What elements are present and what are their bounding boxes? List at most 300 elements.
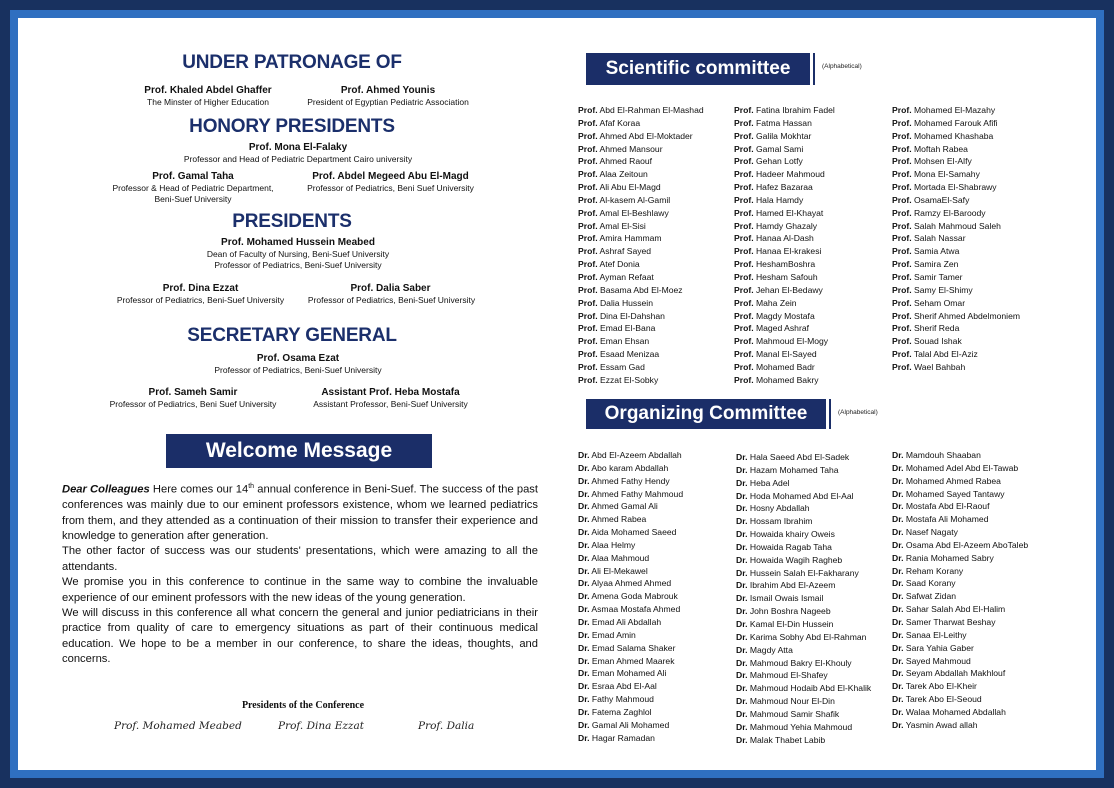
member-row (736, 541, 871, 554)
member-title: Dr. (892, 616, 904, 627)
member-name: Sahar Salah Abd El-Halim (905, 604, 1006, 615)
member-name: Dina El-Dahshan (599, 310, 665, 321)
member-name: Ibrahim Abd El-Azeem (749, 580, 836, 591)
member-name: Howaida Wagih Ragheb (749, 554, 843, 565)
organizing-col-2 (736, 451, 871, 746)
member-row (892, 565, 1028, 578)
member-title: Prof. (578, 323, 598, 334)
member-title: Dr. (578, 565, 590, 576)
president-desc-1: Professor of Pediatrics, Beni-Suef University (116, 295, 285, 305)
member-title: Dr. (736, 670, 748, 681)
member-name: Ahmed Mansour (599, 143, 663, 154)
member-title: Dr. (736, 490, 748, 501)
honory-desc-1a: Professor & Head of Pediatric Department, (112, 183, 274, 193)
member-row (892, 335, 1020, 348)
member-name: Walaa Mohamed Abdallah (905, 706, 1006, 717)
member-name: Eman Ehsan (599, 336, 650, 347)
member-title: Prof. (578, 156, 598, 167)
member-title: Dr. (736, 464, 748, 475)
member-row (578, 629, 683, 642)
member-row (736, 734, 871, 747)
member-title: Prof. (892, 336, 912, 347)
member-name: Jehan El-Bedawy (755, 284, 823, 295)
member-row (578, 590, 683, 603)
member-title: Prof. (578, 105, 598, 115)
member-title: Prof. (892, 284, 912, 295)
member-row (734, 181, 835, 194)
member-name: Dalia Hussein (599, 297, 653, 308)
member-title: Prof. (734, 336, 754, 347)
member-title: Prof. (892, 259, 912, 270)
member-row (578, 500, 683, 513)
signature-2: Prof. Dina Ezzat (278, 720, 364, 732)
member-row (736, 554, 871, 567)
member-name: Mohamed Ahmed Rabea (905, 475, 1001, 486)
member-row (892, 310, 1020, 323)
member-title: Prof. (734, 259, 754, 270)
member-title: Prof. (892, 323, 912, 334)
organizing-note: (Alphabetical) (838, 409, 878, 416)
member-name: Fatema Zaghlol (591, 706, 652, 717)
member-title: Dr. (892, 629, 904, 640)
member-name: Hala Hamdy (755, 194, 804, 205)
member-title: Prof. (578, 349, 598, 360)
member-row (578, 526, 683, 539)
member-name: Ali Abu El-Magd (599, 182, 661, 193)
member-name: Hazam Mohamed Taha (749, 464, 839, 475)
member-row (736, 605, 871, 618)
member-title: Prof. (892, 207, 912, 218)
member-name: Maha Zein (755, 297, 797, 308)
member-row (892, 719, 1028, 732)
member-row (736, 502, 871, 515)
member-name: Amal El-Beshlawy (599, 207, 669, 218)
member-name: Emad Salama Shaker (591, 642, 676, 653)
organizing-banner: Organizing Committee (586, 399, 826, 429)
member-name: Hala Saeed Abd El-Sadek (749, 452, 850, 462)
member-name: Ezzat El-Sobky (599, 374, 659, 385)
member-row (734, 220, 835, 233)
member-title: Dr. (736, 657, 748, 668)
member-name: Ahmed Fathy Hendy (591, 475, 670, 486)
member-title: Dr. (736, 580, 748, 591)
member-title: Prof. (734, 246, 754, 257)
member-title: Dr. (892, 488, 904, 499)
member-title: Prof. (734, 130, 754, 141)
member-row (736, 708, 871, 721)
member-name: Mortada El-Shabrawy (913, 182, 997, 193)
member-row (892, 500, 1028, 513)
member-title: Dr. (578, 694, 590, 705)
member-title: Prof. (578, 194, 598, 205)
member-name: Al-kasem Al-Gamil (599, 194, 671, 205)
member-row (578, 232, 704, 245)
member-row (892, 207, 1020, 220)
member-name: Mahmoud Bakry El-Khouly (749, 657, 852, 668)
member-row (734, 207, 835, 220)
member-title: Prof. (734, 374, 754, 385)
member-name: Eman Ahmed Maarek (591, 655, 675, 666)
patron-desc-1: The Minster of Higher Education (147, 97, 269, 107)
member-name: Afaf Koraa (599, 117, 641, 128)
member-name: Nasef Nagaty (905, 527, 958, 538)
member-name: Mohsen El-Alfy (913, 156, 972, 167)
member-title: Prof. (892, 169, 912, 180)
member-name: Saad Korany (905, 578, 956, 589)
member-title: Dr. (736, 503, 748, 514)
member-row (578, 719, 683, 732)
member-title: Dr. (578, 552, 590, 563)
member-row (736, 682, 871, 695)
member-row (892, 181, 1020, 194)
member-row (892, 348, 1020, 361)
member-name: Malak Thabet Labib (749, 734, 826, 745)
member-title: Dr. (578, 616, 590, 627)
member-row (734, 297, 835, 310)
member-name: Fatma Hassan (755, 117, 812, 128)
welcome-paragraph-4: We will discuss in this conference all what concern the general and junior pediatricians in their practice from quality of care to emergency situations as part of their continuous medical education. We hope to be a member in our conference, to share the ideas, thoughts, and concerns. (62, 606, 538, 666)
member-row (578, 655, 683, 668)
member-title: Dr. (736, 618, 748, 629)
member-name: Ashraf Sayed (599, 246, 652, 257)
member-title: Dr. (736, 452, 748, 462)
member-title: Prof. (578, 361, 598, 372)
member-row (578, 194, 704, 207)
member-name: Salah Mahmoud Saleh (913, 220, 1001, 231)
member-row (892, 271, 1020, 284)
member-title: Dr. (578, 488, 590, 499)
member-name: Mahmoud El-Shafey (749, 670, 828, 681)
member-row (578, 361, 704, 374)
member-title: Dr. (892, 642, 904, 653)
member-row (736, 490, 871, 503)
member-name: Safwat Zidan (905, 591, 957, 602)
member-name: Sherif Reda (913, 323, 960, 334)
member-row (892, 220, 1020, 233)
member-name: Hadeer Mahmoud (755, 169, 825, 180)
member-title: Prof. (578, 336, 598, 347)
member-title: Prof. (578, 297, 598, 308)
member-title: Dr. (578, 450, 590, 460)
member-name: Reham Korany (905, 565, 964, 576)
presidents-heading: PRESIDENTS (232, 211, 352, 232)
member-title: Dr. (736, 554, 748, 565)
scientific-col-2 (734, 104, 835, 387)
member-title: Dr. (736, 708, 748, 719)
member-name: Hafez Bazaraa (755, 182, 813, 193)
member-name: Emad Amin (591, 629, 636, 640)
member-title: Dr. (736, 567, 748, 578)
member-row (578, 732, 683, 745)
member-row (892, 488, 1028, 501)
member-title: Dr. (578, 475, 590, 486)
member-name: Mahmoud Nour El-Din (749, 696, 835, 707)
member-row (578, 693, 683, 706)
member-title: Prof. (578, 143, 598, 154)
member-title: Dr. (892, 681, 904, 692)
member-title: Prof. (578, 233, 598, 244)
member-title: Dr. (892, 668, 904, 679)
member-row (578, 374, 704, 387)
patron-desc-2: President of Egyptian Pediatric Association (307, 97, 469, 107)
honory-desc-1b: Beni-Suef University (154, 194, 232, 204)
member-row (578, 706, 683, 719)
member-name: Hussein Salah El-Fakharany (749, 567, 859, 578)
member-title: Dr. (892, 591, 904, 602)
member-title: Prof. (734, 271, 754, 282)
member-name: Magdy Atta (749, 644, 793, 655)
member-row (736, 464, 871, 477)
member-row (578, 220, 704, 233)
member-name: Samir Tamer (913, 271, 963, 282)
welcome-banner: Welcome Message (166, 434, 432, 468)
member-row (892, 194, 1020, 207)
member-title: Prof. (734, 310, 754, 321)
member-name: Manal El-Sayed (755, 349, 817, 360)
member-name: Samy El-Shimy (913, 284, 973, 295)
member-name: Alyaa Ahmed Ahmed (591, 578, 672, 589)
member-name: Asmaa Mostafa Ahmed (591, 604, 681, 615)
member-title: Prof. (734, 105, 754, 115)
member-name: Yasmin Awad allah (905, 719, 978, 730)
member-row (578, 297, 704, 310)
member-name: Ramzy El-Baroody (913, 207, 986, 218)
member-row (892, 603, 1028, 616)
member-name: Ahmed Gamal Ali (591, 501, 658, 512)
member-row (892, 526, 1028, 539)
member-title: Dr. (892, 719, 904, 730)
member-name: Essam Gad (599, 361, 645, 372)
member-name: Atef Donia (599, 259, 640, 270)
secretary-name-2: Assistant Prof. Heba Mostafa (321, 387, 460, 398)
secretary-main-name: Prof. Osama Ezat (256, 353, 340, 364)
member-title: Prof. (578, 271, 598, 282)
member-title: Prof. (734, 143, 754, 154)
member-title: Dr. (578, 732, 590, 743)
member-row (578, 117, 704, 130)
member-title: Prof. (578, 182, 598, 193)
member-name: Magdy Mostafa (755, 310, 815, 321)
member-name: Esraa Abd El-Aal (591, 681, 657, 692)
member-row (734, 322, 835, 335)
member-name: Ahmed Rabea (591, 514, 647, 525)
member-row (578, 616, 683, 629)
secretary-main-desc: Professor of Pediatrics, Beni-Suef University (214, 365, 382, 375)
member-title: Dr. (892, 462, 904, 473)
member-row (892, 104, 1020, 117)
member-title: Prof. (892, 349, 912, 360)
member-row (892, 629, 1028, 642)
member-row (578, 284, 704, 297)
member-row (892, 143, 1020, 156)
member-title: Dr. (578, 655, 590, 666)
member-title: Prof. (578, 117, 598, 128)
member-row (734, 168, 835, 181)
scientific-col-3 (892, 104, 1020, 374)
member-row (736, 657, 871, 670)
welcome-message (62, 479, 538, 668)
signature-3: Prof. Dalia (418, 720, 475, 732)
member-row (734, 258, 835, 271)
member-title: Prof. (578, 169, 598, 180)
member-name: Hanaa El-krakesi (755, 246, 822, 257)
member-title: Dr. (892, 450, 904, 460)
member-row (892, 616, 1028, 629)
welcome-p1-sup: th (248, 483, 255, 490)
president-desc-2: Professor of Pediatrics, Beni-Suef University (307, 295, 476, 305)
member-name: Seham Omar (913, 297, 966, 308)
member-name: Rania Mohamed Sabry (905, 552, 994, 563)
scientific-banner: Scientific committee (586, 53, 810, 85)
member-name: John Boshra Nageeb (749, 606, 831, 617)
member-title: Dr. (892, 552, 904, 563)
member-title: Prof. (578, 374, 598, 385)
member-title: Prof. (892, 220, 912, 231)
welcome-p1b: annual conference in Beni-Suef. The success of the past conferences was mainly due to our eminent professors existence, whom we learned pediatrics from them, and they attended as a continuation of their mission to transfer their experience and knowledge to generation after generation. (62, 483, 539, 542)
member-name: Wael Bahbah (913, 361, 966, 372)
member-name: Amal El-Sisi (599, 220, 646, 231)
member-title: Dr. (736, 644, 748, 655)
member-row (578, 462, 683, 475)
member-row (892, 475, 1028, 488)
member-name: Alaa Helmy (591, 539, 636, 550)
member-name: Karima Sobhy Abd El-Rahman (749, 631, 867, 642)
member-title: Dr. (736, 683, 748, 694)
member-row (734, 232, 835, 245)
member-name: Amira Hammam (599, 233, 662, 244)
member-row (578, 449, 683, 462)
member-name: Hoda Mohamed Abd El-Aal (749, 490, 854, 501)
member-row (578, 577, 683, 590)
member-name: Ahmed Raouf (599, 156, 653, 167)
member-row (736, 451, 871, 464)
organizing-col-3 (892, 449, 1028, 732)
member-title: Dr. (578, 681, 590, 692)
member-title: Prof. (578, 130, 598, 141)
member-title: Dr. (578, 629, 590, 640)
member-name: Sayed Mahmoud (905, 655, 971, 666)
member-title: Prof. (892, 297, 912, 308)
member-row (892, 297, 1020, 310)
member-name: Osama Abd El-Azeem AboTaleb (905, 539, 1029, 550)
member-title: Prof. (892, 271, 912, 282)
member-row (736, 528, 871, 541)
member-name: Gehan Lotfy (755, 156, 803, 167)
member-name: Mohamed Sayed Tantawy (905, 488, 1005, 499)
organizing-banner-bar (829, 399, 831, 429)
member-title: Prof. (892, 194, 912, 205)
member-row (578, 130, 704, 143)
member-row (892, 322, 1020, 335)
member-name: Gamal Ali Mohamed (591, 719, 670, 730)
member-row (736, 567, 871, 580)
member-row (578, 475, 683, 488)
organizing-col-1 (578, 449, 683, 744)
member-title: Prof. (734, 194, 754, 205)
member-name: Ahmed Abd El-Moktader (599, 130, 693, 141)
member-row (734, 335, 835, 348)
member-row (892, 117, 1020, 130)
member-row (578, 168, 704, 181)
member-row (736, 644, 871, 657)
member-name: Mahmoud El-Mogy (755, 336, 829, 347)
member-name: Alaa Mahmoud (591, 552, 650, 563)
member-name: Kamal El-Din Hussein (749, 618, 834, 629)
honory-name-2: Prof. Abdel Megeed Abu El-Magd (312, 171, 469, 182)
member-row (892, 680, 1028, 693)
member-title: Dr. (892, 694, 904, 705)
member-row (578, 565, 683, 578)
honory-name-1: Prof. Gamal Taha (152, 171, 234, 182)
member-name: Talal Abd El-Aziz (913, 349, 978, 360)
member-row (578, 271, 704, 284)
member-name: Mostafa Abd El-Raouf (905, 501, 990, 512)
member-title: Dr. (578, 578, 590, 589)
scientific-note: (Alphabetical) (822, 63, 862, 70)
scientific-col-1 (578, 104, 704, 387)
member-row (734, 374, 835, 387)
member-name: HeshamBoshra (755, 259, 816, 270)
member-row (892, 513, 1028, 526)
member-name: Esaad Menizaa (599, 349, 660, 360)
member-name: Heba Adel (749, 477, 790, 488)
member-row (736, 477, 871, 490)
member-row (578, 642, 683, 655)
member-name: Mohamed Bakry (755, 374, 819, 385)
member-row (736, 592, 871, 605)
member-name: OsamaEl-Safy (913, 194, 970, 205)
member-row (578, 207, 704, 220)
member-row (578, 539, 683, 552)
member-row (736, 579, 871, 592)
member-name: Mona El-Samahy (913, 169, 980, 180)
member-row (578, 552, 683, 565)
honory-main-name: Prof. Mona El-Falaky (248, 142, 348, 153)
member-row (892, 245, 1020, 258)
member-title: Prof. (734, 156, 754, 167)
member-title: Dr. (892, 475, 904, 486)
right-panel (566, 18, 1096, 770)
member-name: Mohamed Khashaba (913, 130, 994, 141)
member-title: Dr. (736, 516, 748, 527)
member-name: Abd El-Rahman El-Mashad (599, 105, 704, 115)
member-row (578, 488, 683, 501)
member-title: Prof. (578, 246, 598, 257)
scientific-banner-bar (813, 53, 815, 85)
member-title: Dr. (892, 565, 904, 576)
member-row (734, 155, 835, 168)
member-row (578, 258, 704, 271)
welcome-paragraph-1 (62, 479, 538, 544)
member-name: Mahmoud Hodaib Abd El-Khalik (749, 683, 872, 694)
member-name: Mamdouh Shaaban (905, 450, 981, 460)
member-name: Gamal Sami (755, 143, 804, 154)
president-main-name: Prof. Mohamed Hussein Meabed (221, 237, 375, 248)
member-name: Fatina Ibrahim Fadel (755, 105, 835, 115)
member-name: Ali El-Mekawel (591, 565, 648, 576)
member-row (892, 361, 1020, 374)
member-name: Basama Abd El-Moez (599, 284, 683, 295)
member-row (734, 245, 835, 258)
member-name: Moftah Rabea (913, 143, 968, 154)
member-title: Prof. (734, 117, 754, 128)
member-title: Prof. (734, 297, 754, 308)
brochure-page (18, 18, 1096, 770)
welcome-paragraph-3: We promise you in this conference to continue in the same way to combine the invaluable experience of our eminent professors with the new ideas of the young generation. (62, 576, 538, 604)
signature-1: Prof. Mohamed Meabed (114, 720, 242, 732)
member-title: Prof. (892, 143, 912, 154)
dear-colleagues: Dear Colleagues (62, 483, 150, 496)
